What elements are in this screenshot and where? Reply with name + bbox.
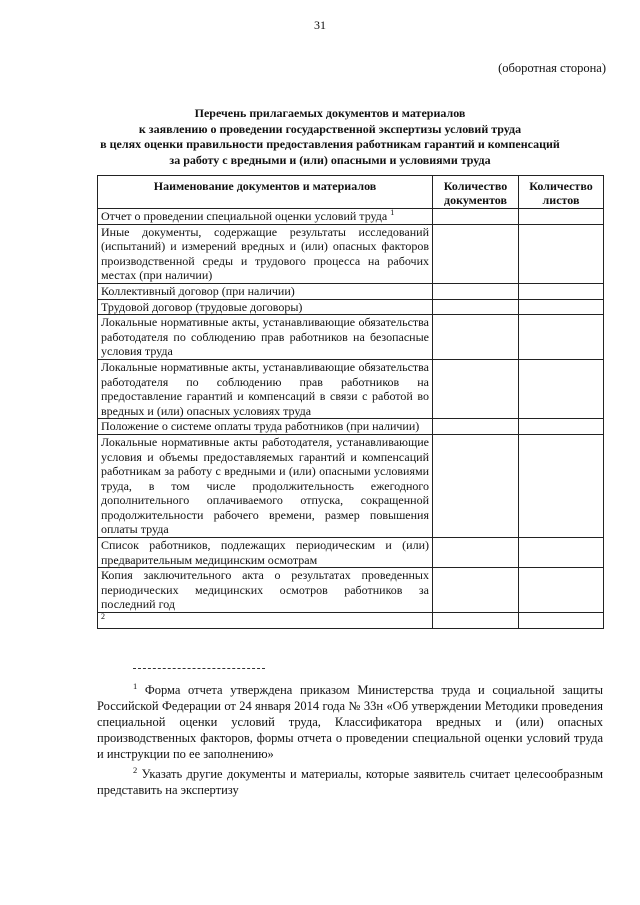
document-name-cell xyxy=(98,283,433,299)
doc-count-cell xyxy=(433,209,519,225)
table-row xyxy=(98,568,604,613)
document-name: Список работников, подлежащих периодическим и (или) предварительным медицинским осмотрам xyxy=(101,538,429,567)
doc-count-cell xyxy=(433,568,519,613)
doc-count-cell xyxy=(433,224,519,283)
table-row xyxy=(98,419,604,435)
footnote-mark: 2 xyxy=(133,765,138,776)
table-row xyxy=(98,315,604,360)
document-name: Коллективный договор (при наличии) xyxy=(101,283,295,298)
document-name-cell xyxy=(98,359,433,418)
documents-table xyxy=(97,175,604,629)
footnotes xyxy=(97,678,603,798)
doc-count-cell xyxy=(433,283,519,299)
document-name: Положение о системе оплаты труда работников (при наличии) xyxy=(101,419,420,434)
footnote-ref: 2 xyxy=(101,612,105,622)
footnote-separator xyxy=(133,668,265,669)
doc-count-cell xyxy=(433,359,519,418)
document-name: Локальные нормативные акты, устанавливающие обязательства работодателя по соблюдению прав работников на предоставление гарантий и компенсаций в связи с работой во вредных и (или) опасных условиях труда xyxy=(101,359,429,418)
footnote-text: Указать другие документы и материалы, которые заявитель считает целесообразным представить на экспертизу xyxy=(97,767,603,798)
document-name: Локальные нормативные акты работодателя, устанавливающие условия и объемы предоставляемых гарантий и компенсаций работникам за работу с вредными и (или) опасными условиями труда, в том числе продолжительность ежегодного дополнительного оплачиваемого отпуска, сокращенной продолжительности рабочего времени, размер повышения оплаты труда xyxy=(101,434,429,537)
title-line: к заявлению о проведении государственной экспертизы условий труда xyxy=(138,121,522,136)
table-row xyxy=(98,224,604,283)
document-name: Локальные нормативные акты, устанавливающие обязательства работодателя по соблюдению прав работников на безопасные условия труда xyxy=(101,315,429,359)
table-row xyxy=(98,283,604,299)
header-doc-count: Количество документов xyxy=(433,176,519,209)
document-name: Иные документы, содержащие результаты исследований (испытаний) и измерений вредных и (или) опасных факторов производственной среды и трудового процесса на рабочих местах (при наличии) xyxy=(101,224,429,283)
header-name: Наименование документов и материалов xyxy=(98,176,433,209)
header-sheet-count: Количество листов xyxy=(519,176,604,209)
table-row xyxy=(98,299,604,315)
sheet-count-cell xyxy=(519,224,604,283)
title-line: в целях оценки правильности предоставления работникам гарантий и компенсаций xyxy=(100,137,560,151)
table-body xyxy=(98,209,604,629)
doc-count-cell xyxy=(433,315,519,360)
table-header-row xyxy=(98,176,604,209)
doc-count-cell xyxy=(433,538,519,568)
document-name-cell xyxy=(98,224,433,283)
title-line: Перечень прилагаемых документов и материалов xyxy=(194,106,466,120)
title-line: за работу с вредными и (или) опасными и условиями труда xyxy=(169,152,491,167)
doc-count-cell xyxy=(433,613,519,629)
table-row xyxy=(98,538,604,568)
reverse-side-label: (оборотная сторона) xyxy=(498,61,606,75)
sheet-count-cell xyxy=(519,434,604,537)
document-name-cell xyxy=(98,315,433,360)
sheet-count-cell xyxy=(519,359,604,418)
page-number: 31 xyxy=(314,18,326,32)
table-row xyxy=(98,209,604,225)
sheet-count-cell xyxy=(519,209,604,225)
document-name-cell xyxy=(98,209,433,225)
doc-count-cell xyxy=(433,434,519,537)
footnote-text: Форма отчета утверждена приказом Министерства труда и социальной защиты Российской Федерации от 24 января 2014 года № 33н «Об утверждении Методики проведения специальной оценки условий труда, Классификатора вредных и (или) опасных производственных факторов, формы отчета о проведении специальной оценки условий труда и инструкции по ее заполнению» xyxy=(97,683,604,762)
document-name: Трудовой договор (трудовые договоры) xyxy=(101,299,303,314)
table-row xyxy=(98,434,604,537)
document-name: Отчет о проведении специальной оценки условий труда xyxy=(101,209,388,223)
document-title xyxy=(60,106,600,168)
document-name-cell xyxy=(98,434,433,537)
document-name-cell xyxy=(98,299,433,315)
sheet-count-cell xyxy=(519,568,604,613)
table-row xyxy=(98,359,604,418)
sheet-count-cell xyxy=(519,315,604,360)
sheet-count-cell xyxy=(519,419,604,435)
footnote-mark: 1 xyxy=(133,681,138,691)
footnote-1 xyxy=(97,678,603,762)
sheet-count-cell xyxy=(519,299,604,315)
sheet-count-cell xyxy=(519,283,604,299)
document-name-cell xyxy=(98,419,433,435)
doc-count-cell xyxy=(433,419,519,435)
footnote-2 xyxy=(97,762,603,798)
document-name-cell xyxy=(98,538,433,568)
sheet-count-cell xyxy=(519,613,604,629)
footnote-ref: 1 xyxy=(390,208,395,217)
document-name-cell xyxy=(98,568,433,613)
document-name-cell xyxy=(98,613,433,629)
sheet-count-cell xyxy=(519,538,604,568)
table-row xyxy=(98,613,604,629)
doc-count-cell xyxy=(433,299,519,315)
document-name: Копия заключительного акта о результатах проведенных периодических медицинских осмотров работников за последний год xyxy=(101,568,429,612)
